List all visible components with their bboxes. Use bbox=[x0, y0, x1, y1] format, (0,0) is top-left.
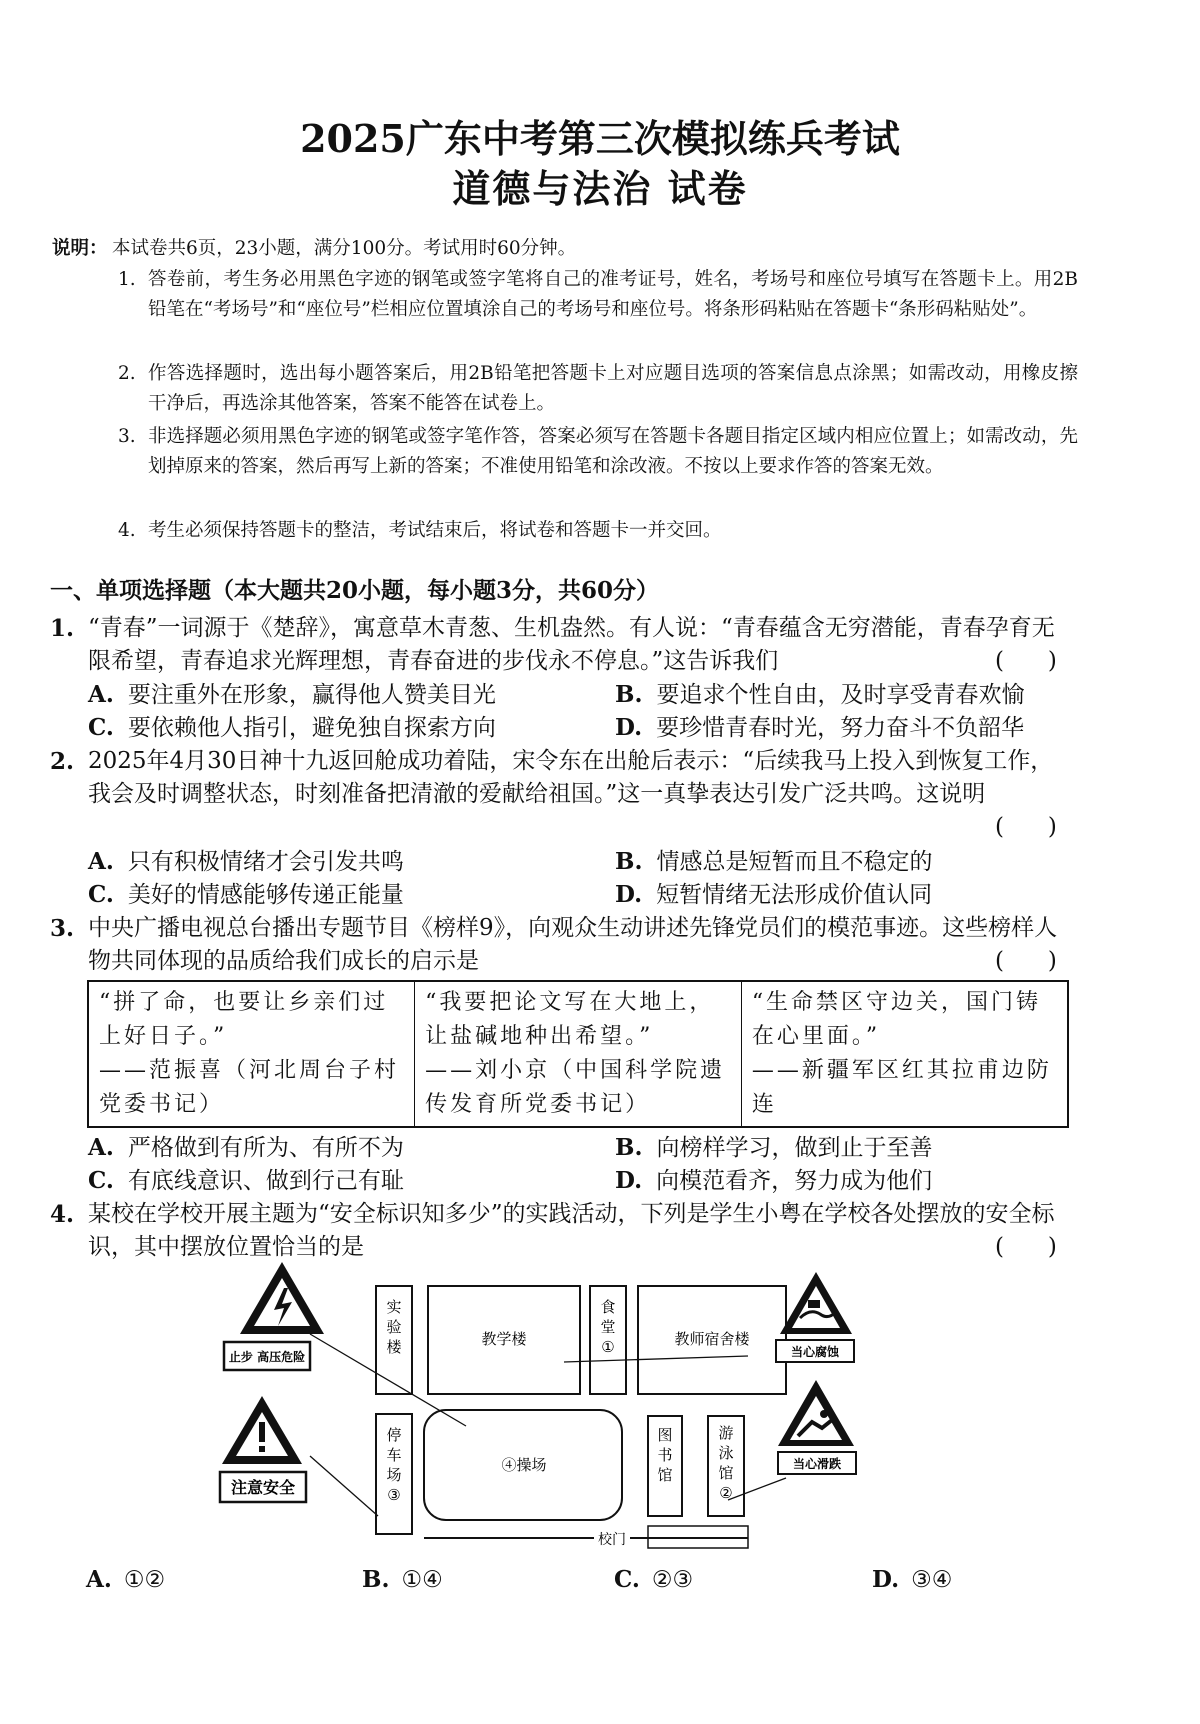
option-c bbox=[614, 1566, 693, 1593]
option-c bbox=[88, 878, 404, 912]
slip-icon bbox=[778, 1380, 854, 1446]
note-text: 答卷前，考生务必用黑色字迹的钢笔或签字笔将自己的准考证号，姓名，考场号和座位号填写在答题卡上。用2B铅笔在“考场号”和“座位号”栏相应位置填涂自己的考场号和座位号。将条形码粘贴在答题卡“条形码粘贴处”。 bbox=[148, 269, 1078, 320]
caution-icon bbox=[222, 1396, 302, 1464]
exemplar-quote-table bbox=[87, 980, 1069, 1128]
option-text: ①② bbox=[123, 1567, 166, 1593]
option-label: A. bbox=[86, 1566, 112, 1593]
question-number: 4. bbox=[50, 1201, 75, 1228]
option-text: 向模范看齐，努力成为他们 bbox=[656, 1168, 933, 1194]
note-number: 2. bbox=[118, 363, 136, 384]
option-text: 要注重外在形象，赢得他人赞美目光 bbox=[127, 682, 496, 708]
option-label: C. bbox=[614, 1566, 640, 1593]
note-text: 考生必须保持答题卡的整洁，考试结束后，将试卷和答题卡一并交回。 bbox=[148, 520, 722, 541]
quote-cell bbox=[741, 981, 1068, 1127]
canteen-label: 食堂 ① bbox=[600, 1298, 616, 1356]
option-c bbox=[88, 711, 496, 745]
option-label: A. bbox=[88, 1134, 114, 1161]
option-d bbox=[615, 1164, 932, 1198]
option-label: A. bbox=[88, 681, 114, 708]
answer-paren: ( ) bbox=[995, 648, 1057, 674]
dorm-label: 教师宿舍楼 bbox=[674, 1330, 750, 1348]
parking-label: 停车场 ③ bbox=[386, 1426, 402, 1504]
question-text: 2025年4月30日神十九返回舱成功着陆，宋令东在出舱后表示：“后续我马上投入到恢复工作，我会及时调整状态，时刻准备把清澈的爱献给祖国。”这一真挚表达引发广泛共鸣。这说明 bbox=[88, 748, 1054, 807]
answer-paren: ( ) bbox=[995, 814, 1057, 840]
question-text: 中央广播电视总台播出专题节目《榜样9》，向观众生动讲述先锋党员们的模范事迹。这些榜样人物共同体现的品质给我们成长的启示是 bbox=[88, 915, 1058, 974]
option-text: 情感总是短暂而且不稳定的 bbox=[656, 849, 933, 875]
option-label: C. bbox=[88, 881, 114, 908]
question-number: 3. bbox=[50, 915, 75, 942]
option-text: ③④ bbox=[911, 1567, 953, 1593]
quote-author: ——范振喜（河北周台子村党委书记） bbox=[99, 1058, 400, 1117]
option-text: 要追求个性自由，及时享受青春欢愉 bbox=[656, 682, 1025, 708]
note-text: 非选择题必须用黑色字迹的钢笔或签字笔作答，答案必须写在答题卡各题目指定区域内相应位置上；如需改动，先划掉原来的答案，然后再写上新的答案；不准使用铅笔和涂改液。不按以上要求作答的答案无效。 bbox=[148, 426, 1078, 477]
section-heading: 一、单项选择题（本大题共20小题，每小题3分，共60分） bbox=[50, 577, 660, 604]
quote-author: ——刘小京（中国科学院遗传发育所党委书记） bbox=[425, 1058, 726, 1117]
option-text: 要依赖他人指引，避免独自探索方向 bbox=[127, 715, 496, 741]
option-a bbox=[88, 678, 496, 712]
sign-label: 当心腐蚀 bbox=[790, 1345, 840, 1359]
quote-cell bbox=[415, 981, 742, 1127]
note-number: 1. bbox=[118, 269, 136, 290]
option-a bbox=[88, 845, 404, 879]
option-label: D. bbox=[615, 881, 643, 908]
note-number: 4. bbox=[118, 520, 136, 541]
option-label: A. bbox=[88, 848, 114, 875]
library-label: 图书馆 bbox=[657, 1426, 673, 1484]
option-label: B. bbox=[362, 1566, 390, 1593]
quote-author: ——新疆军区红其拉甫边防连 bbox=[751, 1058, 1052, 1117]
leader-line bbox=[310, 1456, 378, 1516]
quote-text: “生命禁区守边关，国门铸在心里面。” bbox=[751, 990, 1042, 1049]
sign-label: 注意安全 bbox=[230, 1478, 296, 1497]
corrosion-icon bbox=[780, 1272, 852, 1334]
sign-label: 当心滑跌 bbox=[792, 1457, 842, 1471]
option-label: C. bbox=[88, 714, 114, 741]
quote-text: “我要把论文写在大地上，让盐碱地种出希望。” bbox=[425, 990, 715, 1049]
option-label: B. bbox=[615, 681, 643, 708]
exam-subtitle: 道德与法治 试卷 bbox=[452, 166, 748, 211]
option-text: 短暂情绪无法形成价值认同 bbox=[656, 882, 933, 908]
option-text: 有底线意识、做到行己有耻 bbox=[127, 1168, 404, 1194]
gate-label: 校门 bbox=[598, 1532, 626, 1548]
note-text: 作答选择题时，选出每小题答案后，用2B铅笔把答题卡上对应题目选项的答案信息点涂黑；如需改动，用橡皮擦干净后，再选涂其他答案，答案不能答在试卷上。 bbox=[148, 363, 1078, 414]
option-d bbox=[615, 711, 1024, 745]
intro-text: 本试卷共6页，23小题，满分100分。考试用时60分钟。 bbox=[112, 238, 577, 259]
option-text: 严格做到有所为、有所不为 bbox=[127, 1135, 404, 1161]
option-label: D. bbox=[872, 1566, 900, 1593]
option-c bbox=[88, 1164, 404, 1198]
option-b bbox=[615, 845, 932, 879]
quote-cell bbox=[88, 981, 415, 1127]
playground-label: ④操场 bbox=[501, 1456, 547, 1474]
exam-title: 2025广东中考第三次模拟练兵考试 bbox=[300, 116, 900, 161]
option-b bbox=[615, 1131, 932, 1165]
lab-label: 实验楼 bbox=[386, 1298, 402, 1356]
option-text: ①④ bbox=[401, 1567, 443, 1593]
quote-text: “拼了命，也要让乡亲们过上好日子。” bbox=[99, 990, 389, 1049]
option-b bbox=[615, 678, 1024, 712]
option-d bbox=[615, 878, 932, 912]
option-label: C. bbox=[88, 1167, 114, 1194]
pool-label: 游泳馆 ② bbox=[718, 1424, 734, 1502]
sign-label: 止步 高压危险 bbox=[228, 1350, 306, 1364]
answer-paren: ( ) bbox=[995, 948, 1057, 974]
option-d bbox=[872, 1566, 952, 1593]
question-text: 某校在学校开展主题为“安全标识知多少”的实践活动，下列是学生小粤在学校各处摆放的安全标识，其中摆放位置恰当的是 bbox=[88, 1201, 1055, 1260]
question-text: “青春”一词源于《楚辞》，寓意草木青葱、生机盎然。有人说：“青春蕴含无穷潜能，青春孕育无限希望，青春追求光辉理想，青春奋进的步伐永不停息。”这告诉我们 bbox=[88, 615, 1055, 674]
option-label: B. bbox=[615, 1134, 643, 1161]
option-text: 美好的情感能够传递正能量 bbox=[127, 882, 404, 908]
option-text: 向榜样学习，做到止于至善 bbox=[656, 1135, 933, 1161]
intro-label: 说明： bbox=[52, 238, 108, 259]
option-text: 要珍惜青春时光，努力奋斗不负韶华 bbox=[656, 715, 1025, 741]
question-number: 2. bbox=[50, 748, 75, 775]
teaching-label: 教学楼 bbox=[481, 1330, 527, 1348]
option-label: B. bbox=[615, 848, 643, 875]
option-a bbox=[86, 1566, 165, 1593]
answer-paren: ( ) bbox=[995, 1234, 1057, 1260]
option-text: 只有积极情绪才会引发共鸣 bbox=[127, 849, 404, 875]
option-label: D. bbox=[615, 1167, 643, 1194]
option-a bbox=[88, 1131, 404, 1165]
option-text: ②③ bbox=[651, 1567, 694, 1593]
option-label: D. bbox=[615, 714, 643, 741]
question-number: 1. bbox=[50, 615, 75, 642]
note-number: 3. bbox=[118, 426, 136, 447]
high-voltage-icon bbox=[240, 1262, 324, 1334]
campus-map bbox=[228, 1268, 938, 1553]
option-b bbox=[362, 1566, 443, 1593]
